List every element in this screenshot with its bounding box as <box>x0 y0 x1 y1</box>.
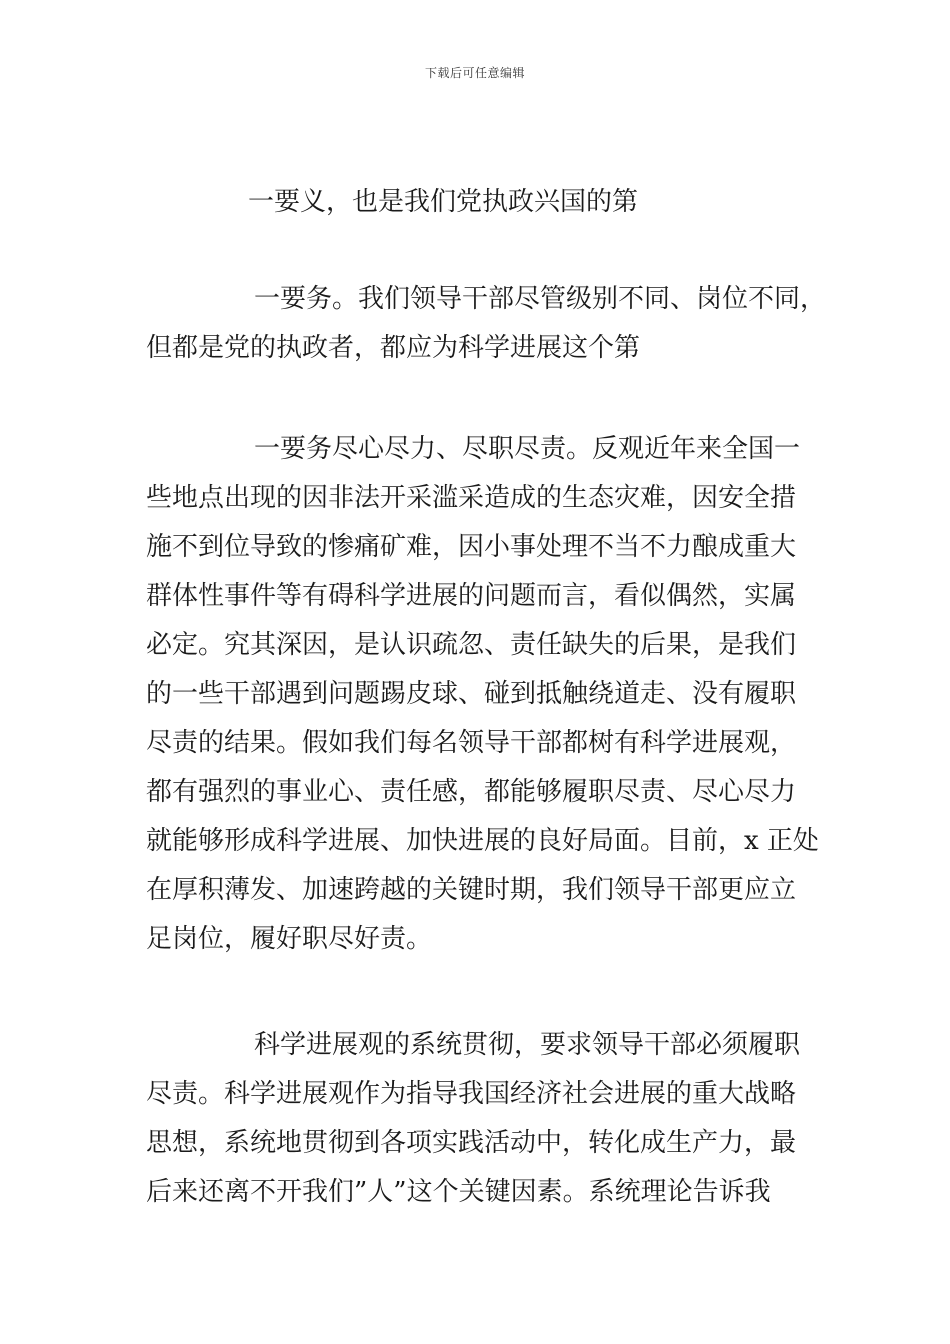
paragraph-line: 在厚积薄发、加速跨越的关键时期，我们领导干部更应立 <box>146 875 797 905</box>
paragraph-line: 尽责。科学进展观作为指导我国经济社会进展的重大战略 <box>146 1079 797 1109</box>
paragraph-line: 尽责的结果。假如我们每名领导干部都树有科学进展观， <box>146 728 797 758</box>
page-header: 下载后可任意编辑 <box>424 66 525 80</box>
paragraph-line: 足岗位，履好职尽好责。 <box>146 924 433 954</box>
paragraph-2 <box>146 275 827 373</box>
paragraph-1 <box>146 178 814 227</box>
paragraph-line: 科学进展观的系统贯彻，要求领导干部必须履职 <box>254 1030 801 1060</box>
paragraph-4 <box>146 1021 814 1217</box>
paragraph-line: 一要务尽心尽力、尽职尽责。反观近年来全国一 <box>254 434 801 464</box>
paragraph-line: 思想，系统地贯彻到各项实践活动中，转化成生产力，最 <box>146 1128 797 1158</box>
paragraph-line: 都有强烈的事业心、责任感，都能够履职尽责、尽心尽力 <box>146 777 797 807</box>
paragraph-line: 但都是党的执政者，都应为科学进展这个第 <box>146 333 641 363</box>
paragraph-line: 一要务。我们领导干部尽管级别不同、岗位不同， <box>254 284 827 314</box>
paragraph-line: 必定。究其深因，是认识疏忽、责任缺失的后果，是我们 <box>146 630 797 660</box>
paragraph-line: 就能够形成科学进展、加快进展的良好局面。目前，x 正处 <box>146 826 819 856</box>
paragraph-line: 群体性事件等有碍科学进展的问题而言，看似偶然，实属 <box>146 581 797 611</box>
paragraph-line: 后来还离不开我们”人”这个关键因素。系统理论告诉我 <box>146 1177 771 1207</box>
paragraph-line: 的一些干部遇到问题踢皮球、碰到抵触绕道走、没有履职 <box>146 679 797 709</box>
paragraph-3 <box>146 425 819 964</box>
paragraph-line: 一要义，也是我们党执政兴国的第 <box>248 187 639 217</box>
paragraph-line: 些地点出现的因非法开采滥采造成的生态灾难，因安全措 <box>146 483 797 513</box>
paragraph-line: 施不到位导致的惨痛矿难，因小事处理不当不力酿成重大 <box>146 532 797 562</box>
